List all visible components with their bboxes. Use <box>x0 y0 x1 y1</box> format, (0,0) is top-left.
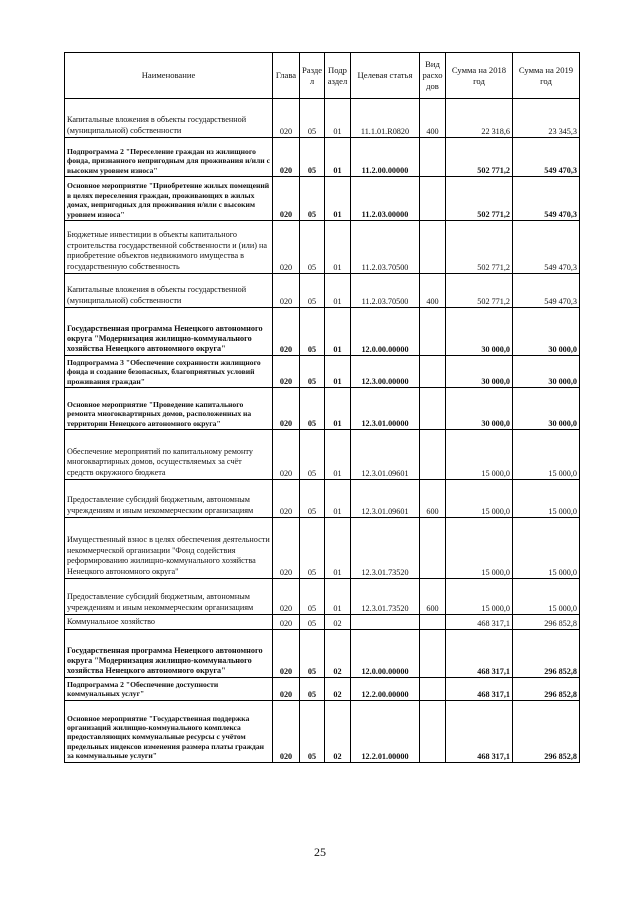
row-sum2018: 22 318,6 <box>446 99 513 138</box>
row-sum2018: 30 000,0 <box>446 308 513 356</box>
row-sum2019: 23 345,3 <box>513 99 580 138</box>
row-sum2019: 15 000,0 <box>513 430 580 480</box>
row-name: Капитальные вложения в объекты государственной (муниципальной) собственности <box>65 274 273 308</box>
row-name: Основное мероприятие "Государственная поддержка организаций жилищно-коммунального комплекса предоставляющих коммунальные ресурсы с учётом предельных индексов изменения размера платы граждан за коммунальные услуги" <box>65 700 273 762</box>
row-sum2018: 468 317,1 <box>446 615 513 630</box>
table-row <box>65 308 580 356</box>
row-razdel: 05 <box>300 480 325 518</box>
row-target: 12.2.01.00000 <box>351 700 420 762</box>
table-row <box>65 579 580 615</box>
row-name: Подпрограмма 2 "Переселение граждан из жилищного фонда, признанного непригодным для проживания и/или с высоким уровнем износа" <box>65 138 273 177</box>
row-podrazdel: 01 <box>325 177 351 221</box>
row-razdel: 05 <box>300 308 325 356</box>
row-sum2018: 15 000,0 <box>446 430 513 480</box>
row-vid <box>420 356 446 388</box>
table-row <box>65 221 580 274</box>
row-glava: 020 <box>273 356 300 388</box>
table-header-row <box>65 53 580 99</box>
row-podrazdel: 01 <box>325 480 351 518</box>
row-sum2019: 15 000,0 <box>513 480 580 518</box>
row-name: Бюджетные инвестиции в объекты капитального строительства государственной собственности и (или) на приобретение объектов недвижимого имущества в государственную собственность <box>65 221 273 274</box>
table-row <box>65 480 580 518</box>
row-glava: 020 <box>273 177 300 221</box>
row-glava: 020 <box>273 579 300 615</box>
row-razdel: 05 <box>300 700 325 762</box>
row-razdel: 05 <box>300 430 325 480</box>
row-target: 12.2.00.00000 <box>351 677 420 700</box>
row-vid <box>420 518 446 579</box>
row-sum2019: 549 470,3 <box>513 274 580 308</box>
row-name: Государственная программа Ненецкого автономного округа "Модернизация жилищно-коммунального хозяйства Ненецкого автономного округа" <box>65 308 273 356</box>
row-razdel: 05 <box>300 274 325 308</box>
row-target: 12.0.00.00000 <box>351 629 420 677</box>
row-vid <box>420 615 446 630</box>
row-vid <box>420 629 446 677</box>
row-sum2018: 15 000,0 <box>446 480 513 518</box>
row-podrazdel: 01 <box>325 308 351 356</box>
row-razdel: 05 <box>300 138 325 177</box>
row-razdel: 05 <box>300 677 325 700</box>
row-razdel: 05 <box>300 615 325 630</box>
row-vid: 400 <box>420 274 446 308</box>
row-glava: 020 <box>273 138 300 177</box>
row-name: Основное мероприятие "Приобретение жилых помещений в целях переселения граждан, проживающих в жилых домах, непригодных для проживания и/или с высоким уровнем износа" <box>65 177 273 221</box>
page-number: 25 <box>314 845 326 859</box>
row-podrazdel: 01 <box>325 430 351 480</box>
header-vid: Вид расхо дов <box>420 53 446 99</box>
row-vid <box>420 388 446 430</box>
row-glava: 020 <box>273 221 300 274</box>
table-row <box>65 177 580 221</box>
row-glava: 020 <box>273 430 300 480</box>
table-row <box>65 430 580 480</box>
row-sum2019: 30 000,0 <box>513 308 580 356</box>
row-glava: 020 <box>273 480 300 518</box>
row-razdel: 05 <box>300 518 325 579</box>
row-vid <box>420 308 446 356</box>
row-glava: 020 <box>273 308 300 356</box>
row-sum2019: 30 000,0 <box>513 356 580 388</box>
row-sum2018: 30 000,0 <box>446 356 513 388</box>
row-name: Предоставление субсидий бюджетным, автономным учреждениям и иным некоммерческим организациям <box>65 579 273 615</box>
row-podrazdel: 02 <box>325 677 351 700</box>
row-sum2018: 468 317,1 <box>446 629 513 677</box>
row-target: 12.3.01.73520 <box>351 579 420 615</box>
row-vid <box>420 138 446 177</box>
header-podrazdel: Подр аздел <box>325 53 351 99</box>
budget-table <box>64 52 580 763</box>
header-name: Наименование <box>65 53 273 99</box>
row-glava: 020 <box>273 274 300 308</box>
row-sum2019: 15 000,0 <box>513 518 580 579</box>
row-sum2019: 549 470,3 <box>513 177 580 221</box>
table-row <box>65 700 580 762</box>
table-row <box>65 99 580 138</box>
row-name: Обеспечение мероприятий по капитальному ремонту многоквартирных домов, осуществляемых за счёт средств окружного бюджета <box>65 430 273 480</box>
row-name: Подпрограмма 2 "Обеспечение доступности коммунальных услуг" <box>65 677 273 700</box>
row-podrazdel: 02 <box>325 615 351 630</box>
header-sum2019: Сумма на 2019 год <box>513 53 580 99</box>
row-glava: 020 <box>273 99 300 138</box>
row-sum2018: 468 317,1 <box>446 700 513 762</box>
row-podrazdel: 01 <box>325 388 351 430</box>
row-glava: 020 <box>273 700 300 762</box>
row-glava: 020 <box>273 615 300 630</box>
row-target: 11.2.00.00000 <box>351 138 420 177</box>
row-vid <box>420 430 446 480</box>
row-sum2018: 15 000,0 <box>446 579 513 615</box>
row-razdel: 05 <box>300 356 325 388</box>
row-target: 11.2.03.70500 <box>351 221 420 274</box>
row-sum2019: 549 470,3 <box>513 221 580 274</box>
table-row <box>65 138 580 177</box>
row-sum2018: 468 317,1 <box>446 677 513 700</box>
row-name: Предоставление субсидий бюджетным, автономным учреждениям и иным некоммерческим организациям <box>65 480 273 518</box>
row-sum2018: 15 000,0 <box>446 518 513 579</box>
row-sum2019: 296 852,8 <box>513 629 580 677</box>
row-target: 12.3.01.09601 <box>351 480 420 518</box>
row-target: 12.3.01.09601 <box>351 430 420 480</box>
row-vid: 600 <box>420 579 446 615</box>
row-vid: 600 <box>420 480 446 518</box>
table-row <box>65 518 580 579</box>
row-razdel: 05 <box>300 629 325 677</box>
table-row <box>65 615 580 630</box>
row-target: 12.3.00.00000 <box>351 356 420 388</box>
row-razdel: 05 <box>300 388 325 430</box>
row-vid <box>420 677 446 700</box>
row-sum2019: 296 852,8 <box>513 615 580 630</box>
row-razdel: 05 <box>300 99 325 138</box>
row-sum2019: 549 470,3 <box>513 138 580 177</box>
header-glava: Глава <box>273 53 300 99</box>
row-podrazdel: 02 <box>325 700 351 762</box>
row-razdel: 05 <box>300 579 325 615</box>
row-target: 11.2.03.70500 <box>351 274 420 308</box>
row-vid <box>420 221 446 274</box>
row-name: Коммунальное хозяйство <box>65 615 273 630</box>
row-target <box>351 615 420 630</box>
row-podrazdel: 01 <box>325 221 351 274</box>
row-sum2018: 502 771,2 <box>446 177 513 221</box>
row-name: Капитальные вложения в объекты государственной (муниципальной) собственности <box>65 99 273 138</box>
row-podrazdel: 02 <box>325 629 351 677</box>
row-glava: 020 <box>273 677 300 700</box>
row-name: Государственная программа Ненецкого автономного округа "Модернизация жилищно-коммунального хозяйства Ненецкого автономного округа" <box>65 629 273 677</box>
table-row <box>65 356 580 388</box>
row-podrazdel: 01 <box>325 518 351 579</box>
table-row <box>65 388 580 430</box>
row-podrazdel: 01 <box>325 138 351 177</box>
row-sum2019: 15 000,0 <box>513 579 580 615</box>
row-sum2019: 296 852,8 <box>513 700 580 762</box>
table-row <box>65 629 580 677</box>
row-podrazdel: 01 <box>325 579 351 615</box>
row-vid: 400 <box>420 99 446 138</box>
row-vid <box>420 700 446 762</box>
table-row <box>65 274 580 308</box>
header-target: Целевая статья <box>351 53 420 99</box>
row-target: 11.2.03.00000 <box>351 177 420 221</box>
row-razdel: 05 <box>300 177 325 221</box>
row-target: 12.3.01.73520 <box>351 518 420 579</box>
row-target: 11.1.01.R0820 <box>351 99 420 138</box>
row-sum2018: 502 771,2 <box>446 138 513 177</box>
header-razdel: Разде л <box>300 53 325 99</box>
row-sum2018: 30 000,0 <box>446 388 513 430</box>
row-vid <box>420 177 446 221</box>
row-sum2018: 502 771,2 <box>446 274 513 308</box>
row-podrazdel: 01 <box>325 274 351 308</box>
row-glava: 020 <box>273 518 300 579</box>
row-target: 12.3.01.00000 <box>351 388 420 430</box>
row-glava: 020 <box>273 629 300 677</box>
row-podrazdel: 01 <box>325 356 351 388</box>
row-sum2019: 296 852,8 <box>513 677 580 700</box>
row-razdel: 05 <box>300 221 325 274</box>
table-row <box>65 677 580 700</box>
row-name: Основное мероприятие "Проведение капитального ремонта многоквартирных домов, расположенных на территории Ненецкого автономного округа" <box>65 388 273 430</box>
row-sum2019: 30 000,0 <box>513 388 580 430</box>
row-sum2018: 502 771,2 <box>446 221 513 274</box>
row-podrazdel: 01 <box>325 99 351 138</box>
row-name: Имущественный взнос в целях обеспечения деятельности некоммерческой организации "Фонд содействия реформированию жилищно-коммунального хозяйства Ненецкого автономного округа" <box>65 518 273 579</box>
header-sum2018: Сумма на 2018 год <box>446 53 513 99</box>
row-target: 12.0.00.00000 <box>351 308 420 356</box>
row-name: Подпрограмма 3 "Обеспечение сохранности жилищного фонда и создание безопасных, благоприятных условий проживания граждан" <box>65 356 273 388</box>
row-glava: 020 <box>273 388 300 430</box>
